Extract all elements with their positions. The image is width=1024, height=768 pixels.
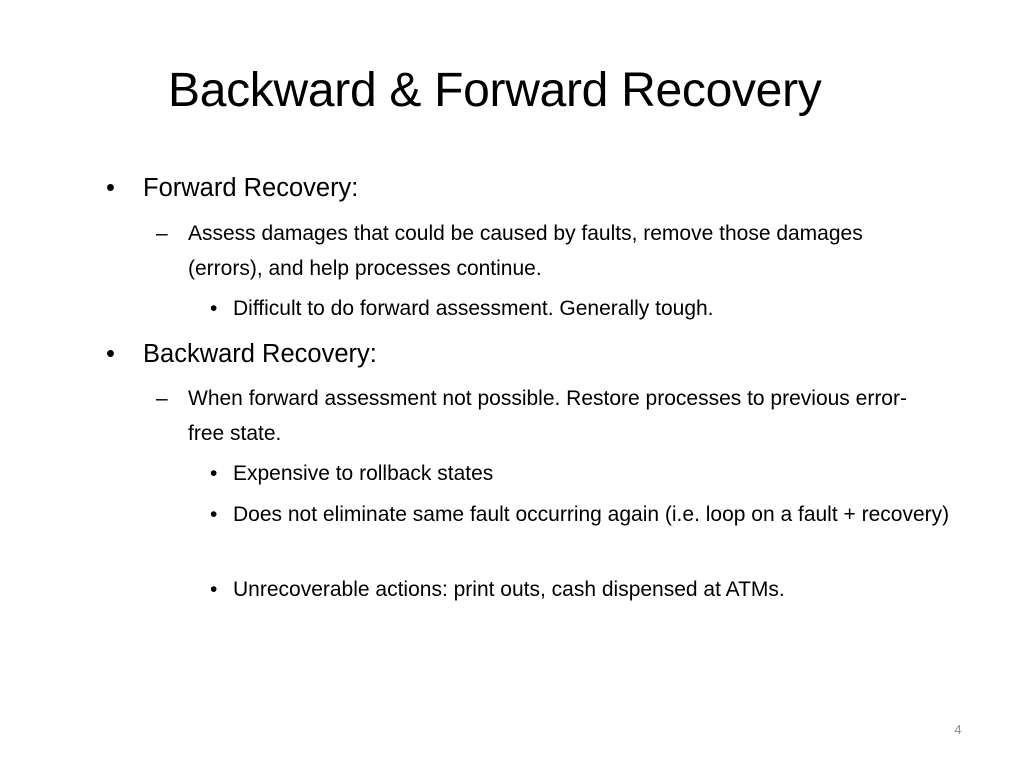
bullet-icon: •: [210, 578, 218, 601]
bullet-icon: •: [210, 462, 218, 485]
bullet-icon: •: [106, 174, 115, 202]
bullet-backward-recovery: [106, 337, 377, 371]
sub-bullet-text: Assess damages that could be caused by faults, remove those damages (errors), and help processes continue.: [188, 222, 863, 280]
point-backward-eliminate: [210, 497, 1008, 532]
point-forward-difficult: [210, 291, 1008, 326]
point-backward-unrecoverable: [210, 572, 1008, 607]
bullet-icon: •: [210, 297, 218, 320]
bullet-forward-recovery: [106, 171, 358, 205]
sub-bullet-text: When forward assessment not possible. Restore processes to previous error-free state.: [188, 387, 907, 445]
dash-icon: –: [156, 387, 168, 410]
point-text: Expensive to rollback states: [233, 462, 494, 485]
dash-icon: –: [156, 222, 168, 245]
bullet-label: Forward Recovery:: [143, 174, 359, 202]
sub-bullet-forward-assess: [156, 216, 928, 286]
point-text: Unrecoverable actions: print outs, cash dispensed at ATMs.: [233, 578, 785, 601]
slide-title: Backward & Forward Recovery: [168, 64, 822, 117]
sub-bullet-backward-restore: [156, 381, 928, 451]
point-text: Does not eliminate same fault occurring again (i.e. loop on a fault + recovery): [233, 503, 950, 526]
bullet-label: Backward Recovery:: [143, 340, 377, 368]
point-text: Difficult to do forward assessment. Generally tough.: [233, 297, 714, 320]
point-backward-expensive: [210, 456, 1008, 491]
bullet-icon: •: [210, 503, 218, 526]
bullet-icon: •: [106, 340, 115, 368]
page-number: 4: [954, 722, 962, 737]
